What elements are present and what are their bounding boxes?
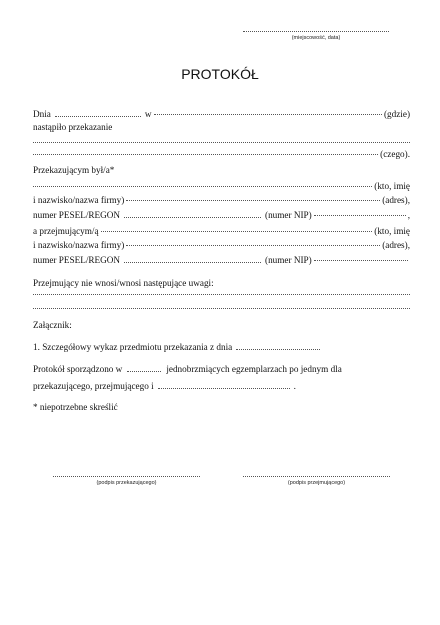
- signature-right-caption: (podpis przejmującego): [287, 480, 346, 486]
- place-field[interactable]: [154, 114, 382, 115]
- receiver-address-field[interactable]: [126, 245, 380, 246]
- transferor-kto-label: (kto, imię: [374, 181, 410, 191]
- receiver-intro: a przejmującym/ą: [33, 226, 99, 236]
- transferor-who-row: [33, 181, 410, 191]
- transferor-name-row: [33, 195, 410, 205]
- document-title: PROTOKÓŁ: [181, 66, 259, 82]
- transferor-comma: ,: [407, 210, 410, 220]
- receiver-pesel-label: numer PESEL/REGON: [33, 255, 121, 265]
- receiver-nip-label: (numer NIP): [265, 255, 312, 265]
- transferor-name-label: i nazwisko/nazwa firmy): [33, 195, 125, 205]
- copies-part1: Protokół sporządzono w: [33, 364, 123, 374]
- signature-left-caption: (podpis przekazującego): [96, 480, 157, 486]
- footnote-row: [33, 402, 410, 412]
- transfer-row: [33, 122, 410, 132]
- transferor-nip-label: (numer NIP): [265, 210, 312, 220]
- receiver-adres-label: (adres),: [382, 240, 410, 250]
- transferor-who-field[interactable]: [33, 186, 372, 187]
- receiver-name-row: [33, 240, 410, 250]
- attachment-label: Załącznik:: [33, 320, 72, 330]
- receiver-kto-label: (kto, imię: [374, 226, 410, 236]
- place-date-caption: (miejscowość, data): [291, 35, 341, 41]
- transferor-adres-label: (adres),: [382, 195, 410, 205]
- copies-recipient-field[interactable]: [158, 388, 290, 389]
- subject-field-1[interactable]: [33, 142, 410, 143]
- transferor-id-row: [33, 210, 410, 220]
- attachment-item-label: 1. Szczegółowy wykaz przedmiotu przekazania z dnia: [33, 342, 233, 352]
- signature-left-line[interactable]: [53, 476, 200, 477]
- remarks-label: Przejmujący nie wnosi/wnosi następujące uwagi:: [33, 278, 214, 288]
- transferor-pesel-field[interactable]: [124, 217, 261, 218]
- dnia-field[interactable]: [55, 116, 141, 117]
- place-date-line: [243, 31, 389, 32]
- copies-part3: przekazującego, przejmującego i: [33, 381, 154, 391]
- remarks-field-2[interactable]: [33, 308, 410, 309]
- transferor-nip-field[interactable]: [314, 215, 406, 216]
- remarks-field-1[interactable]: [33, 294, 410, 295]
- receiver-id-row: [33, 255, 410, 265]
- receiver-nip-field[interactable]: [314, 260, 408, 261]
- receiver-who-row: [33, 226, 410, 236]
- transfer-label: nastąpiło przekazanie: [33, 122, 113, 132]
- copies-part2: jednobrzmiących egzemplarzach po jednym dla: [166, 364, 342, 374]
- footnote: * niepotrzebne skreślić: [33, 402, 118, 412]
- attachment-item-row: [33, 342, 410, 352]
- copies-row-2: [33, 381, 410, 391]
- czego-label: (czego).: [380, 149, 410, 159]
- gdzie-label: (gdzie): [383, 109, 410, 119]
- transferor-label-row: [33, 165, 410, 175]
- subject-row: [33, 149, 410, 159]
- copies-part4: .: [293, 381, 296, 391]
- remarks-row: [33, 278, 410, 288]
- transferor-address-field[interactable]: [126, 200, 380, 201]
- copies-row-1: [33, 364, 410, 374]
- attachment-date-field[interactable]: [236, 349, 320, 350]
- receiver-who-field[interactable]: [101, 231, 373, 232]
- signature-right-line[interactable]: [243, 476, 390, 477]
- transferor-pesel-label: numer PESEL/REGON: [33, 210, 121, 220]
- receiver-name-label: i nazwisko/nazwa firmy): [33, 240, 125, 250]
- copies-count-field[interactable]: [127, 371, 161, 372]
- date-place-row: [33, 109, 410, 119]
- receiver-pesel-field[interactable]: [124, 262, 261, 263]
- subject-field-2[interactable]: [33, 154, 378, 155]
- w-label: w: [144, 109, 152, 119]
- dnia-label: Dnia: [33, 109, 51, 119]
- attachment-row: [33, 320, 410, 330]
- transferor-label: Przekazującym był/a*: [33, 165, 115, 175]
